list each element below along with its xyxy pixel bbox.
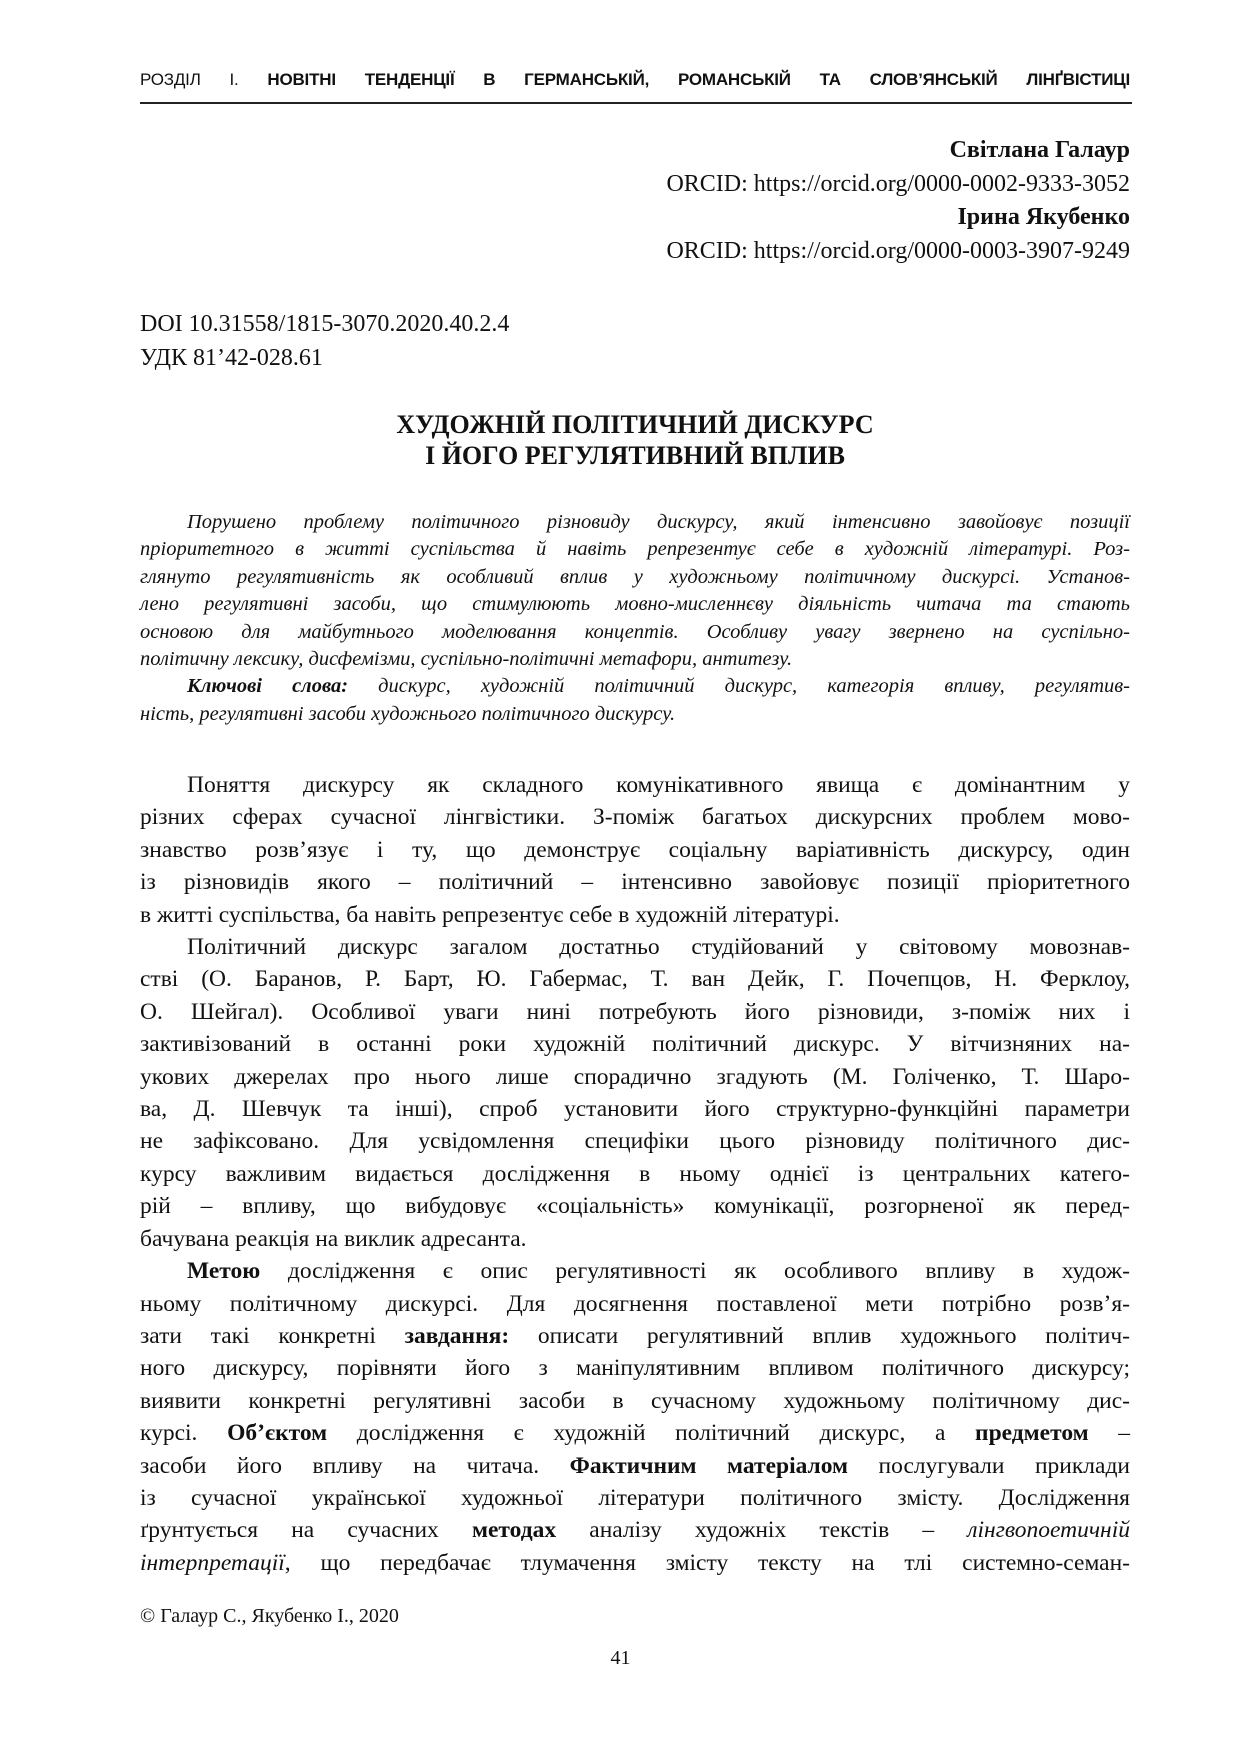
bold-text: завдання: xyxy=(404,1322,510,1349)
body-text xyxy=(140,769,1130,1579)
running-header xyxy=(140,70,1130,90)
body-line xyxy=(140,1514,1130,1546)
title-line: ХУДОЖНІЙ ПОЛІТИЧНИЙ ДИСКУРС xyxy=(396,410,874,439)
body-line xyxy=(140,1190,1130,1222)
text-run: пріоритетного в житті суспільства й навіть репрезентує себе в художній літературі. Роз- xyxy=(140,538,1130,561)
text-run: глянуто регулятивність як особливий вплив у художньому політичному дискурсі. Установ- xyxy=(140,565,1130,588)
text-run: в житті суспільства, ба навіть репрезентує себе в художній літературі. xyxy=(140,901,840,928)
body-line xyxy=(140,1547,1130,1579)
italic-text: інтерпретації xyxy=(140,1549,285,1576)
author-orcid[interactable]: ORCID: https://orcid.org/0000-0002-9333-3052 xyxy=(666,170,1130,197)
body-line xyxy=(140,834,1130,866)
text-run: аналізу художніх текстів – xyxy=(556,1517,968,1544)
text-run: ґрунтується на сучасних xyxy=(140,1517,472,1544)
text-run: різних сферах сучасної лінгвістики. З-поміж багатьох дискурсних проблем мово- xyxy=(140,804,1130,831)
copyright: © Галаур С., Якубенко І., 2020 xyxy=(140,1605,399,1627)
body-line xyxy=(140,801,1130,833)
text-run: ного дискурсу, порівняти його з маніпулятивним впливом політичного дискурсу; xyxy=(140,1355,1130,1382)
body-line xyxy=(140,1028,1130,1060)
text-run: ва, Д. Шевчук та інші), спроб установити його структурно-функційні параметри xyxy=(140,1096,1130,1123)
text-run: Поняття дискурсу як складного комунікативного явища є домінантним у xyxy=(187,772,1130,798)
body-line xyxy=(140,931,1130,963)
text-run: дослідження є художній політичний дискурс, а xyxy=(327,1420,976,1447)
text-run: стві (О. Баранов, Р. Барт, Ю. Габермас, Т. ван Дейк, Г. Почепцов, Н. Ферклоу, xyxy=(140,966,1130,993)
text-run: лено регулятивні засоби, що стимулюють мовно-мисленнєву діяльність читача та стають xyxy=(140,593,1130,616)
text-run: О. Шейгал). Особливої уваги нині потребують його різновиди, з-поміж них і xyxy=(140,998,1130,1025)
section-label: РОЗДІЛ І. xyxy=(140,70,239,89)
body-line xyxy=(140,1158,1130,1190)
body-line xyxy=(140,1320,1130,1352)
bold-text: Фактичним матеріалом xyxy=(569,1452,849,1479)
abstract-line xyxy=(140,536,1130,563)
author-name: Світлана Галаур xyxy=(949,137,1130,163)
body-line xyxy=(140,899,1130,931)
body-line xyxy=(140,866,1130,898)
abstract-line xyxy=(140,646,1130,673)
section-title: НОВІТНІ ТЕНДЕНЦІЇ В ГЕРМАНСЬКІЙ, РОМАНСЬКІЙ ТА СЛОВ’ЯНСЬКІЙ ЛІНҐВІСТИЦІ xyxy=(267,70,1131,89)
bold-text: Ключові слова: xyxy=(187,675,349,698)
body-line xyxy=(140,1482,1130,1514)
text-run: ньому політичному дискурсі. Для досягнення поставленої мети потрібно розв’я- xyxy=(140,1290,1130,1317)
text-run: ність, регулятивні засоби художнього політичного дискурсу. xyxy=(140,702,676,725)
header-rule xyxy=(140,102,1132,104)
text-run: рій – впливу, що вибудовує «соціальність» комунікації, розгорненої як перед- xyxy=(140,1193,1130,1220)
body-line xyxy=(140,1125,1130,1157)
text-run: курсу важливим видається дослідження в ньому однієї із центральних катего- xyxy=(140,1160,1130,1187)
abstract-line xyxy=(140,591,1130,618)
text-run: описати регулятивний вплив художнього політич- xyxy=(509,1322,1130,1349)
bold-text: предметом xyxy=(975,1420,1089,1447)
body-line xyxy=(140,963,1130,995)
text-run: – xyxy=(1088,1420,1131,1447)
article-title xyxy=(140,409,1130,471)
italic-text: лінгвопоетичній xyxy=(967,1517,1130,1544)
text-run: виявити конкретні регулятивні засоби в сучасному художньому політичному дис- xyxy=(140,1387,1130,1414)
text-run: політичну лексику, дисфемізми, суспільно-політичні метафори, антитезу. xyxy=(140,648,793,671)
bold-text: Об’єктом xyxy=(227,1420,328,1447)
text-run: , що передбачає тлумачення змісту тексту на тлі системно-семан- xyxy=(284,1549,1130,1576)
authors-block xyxy=(666,134,1130,268)
text-run: із сучасної української художньої літератури політичного змісту. Дослідження xyxy=(140,1484,1130,1511)
author-name: Ірина Якубенко xyxy=(957,204,1130,230)
page-number: 41 xyxy=(610,1647,631,1669)
text-run: із різновидів якого – політичний – інтенсивно завойовує позиції пріоритетного xyxy=(140,869,1130,896)
udk: УДК 81’42-028.61 xyxy=(140,345,323,371)
body-line xyxy=(140,1061,1130,1093)
text-run: не зафіксовано. Для усвідомлення специфіки цього різновиду політичного дис- xyxy=(140,1128,1130,1155)
abstract xyxy=(140,509,1130,728)
text-run: засоби його впливу на читача. xyxy=(140,1452,570,1479)
body-line xyxy=(140,1288,1130,1320)
text-run: основою для майбутнього моделювання концептів. Особливу увагу звернено на суспільно- xyxy=(140,620,1130,643)
body-line xyxy=(140,1255,1130,1287)
text-run: зактивізований в останні роки художній політичний дискурс. У вітчизняних на- xyxy=(140,1031,1130,1058)
title-line: І ЙОГО РЕГУЛЯТИВНИЙ ВПЛИВ xyxy=(425,441,845,470)
text-run: дискурс, художній політичний дискурс, категорія впливу, регулятив- xyxy=(348,675,1130,698)
author-orcid[interactable]: ORCID: https://orcid.org/0000-0003-3907-9249 xyxy=(666,237,1130,264)
abstract-line xyxy=(140,673,1130,700)
body-line xyxy=(140,1223,1130,1255)
text-run: дослідження є опис регулятивності як особливого впливу в худож- xyxy=(260,1258,1130,1285)
body-line xyxy=(140,1385,1130,1417)
text-run: послугували приклади xyxy=(848,1452,1130,1479)
text-run: Політичний дискурс загалом достатньо студійований у світовому мовознав- xyxy=(187,934,1130,961)
body-line xyxy=(140,1417,1130,1449)
text-run: знавство розв’язує і ту, що демонструє соціальну варіативність дискурсу, один xyxy=(140,836,1130,863)
body-line xyxy=(140,1450,1130,1482)
abstract-line xyxy=(140,509,1130,536)
body-line xyxy=(140,769,1130,801)
text-run: Порушено проблему політичного різновиду дискурсу, який інтенсивно завойовує позиції xyxy=(187,511,1130,533)
text-run: укових джерелах про нього лише спорадично згадують (М. Голіченко, Т. Шаро- xyxy=(140,1063,1130,1090)
bold-text: методах xyxy=(471,1517,557,1544)
abstract-line xyxy=(140,564,1130,591)
abstract-line xyxy=(140,701,1130,728)
body-line xyxy=(140,996,1130,1028)
identifiers xyxy=(140,307,509,375)
text-run: зати такі конкретні xyxy=(140,1322,405,1349)
abstract-line xyxy=(140,619,1130,646)
text-run: курсі. xyxy=(140,1420,228,1447)
text-run: бачувана реакція на виклик адресанта. xyxy=(140,1225,527,1252)
body-line xyxy=(140,1093,1130,1125)
body-line xyxy=(140,1352,1130,1384)
bold-text: Метою xyxy=(187,1258,261,1285)
doi: DOI 10.31558/1815-3070.2020.40.2.4 xyxy=(140,311,510,337)
